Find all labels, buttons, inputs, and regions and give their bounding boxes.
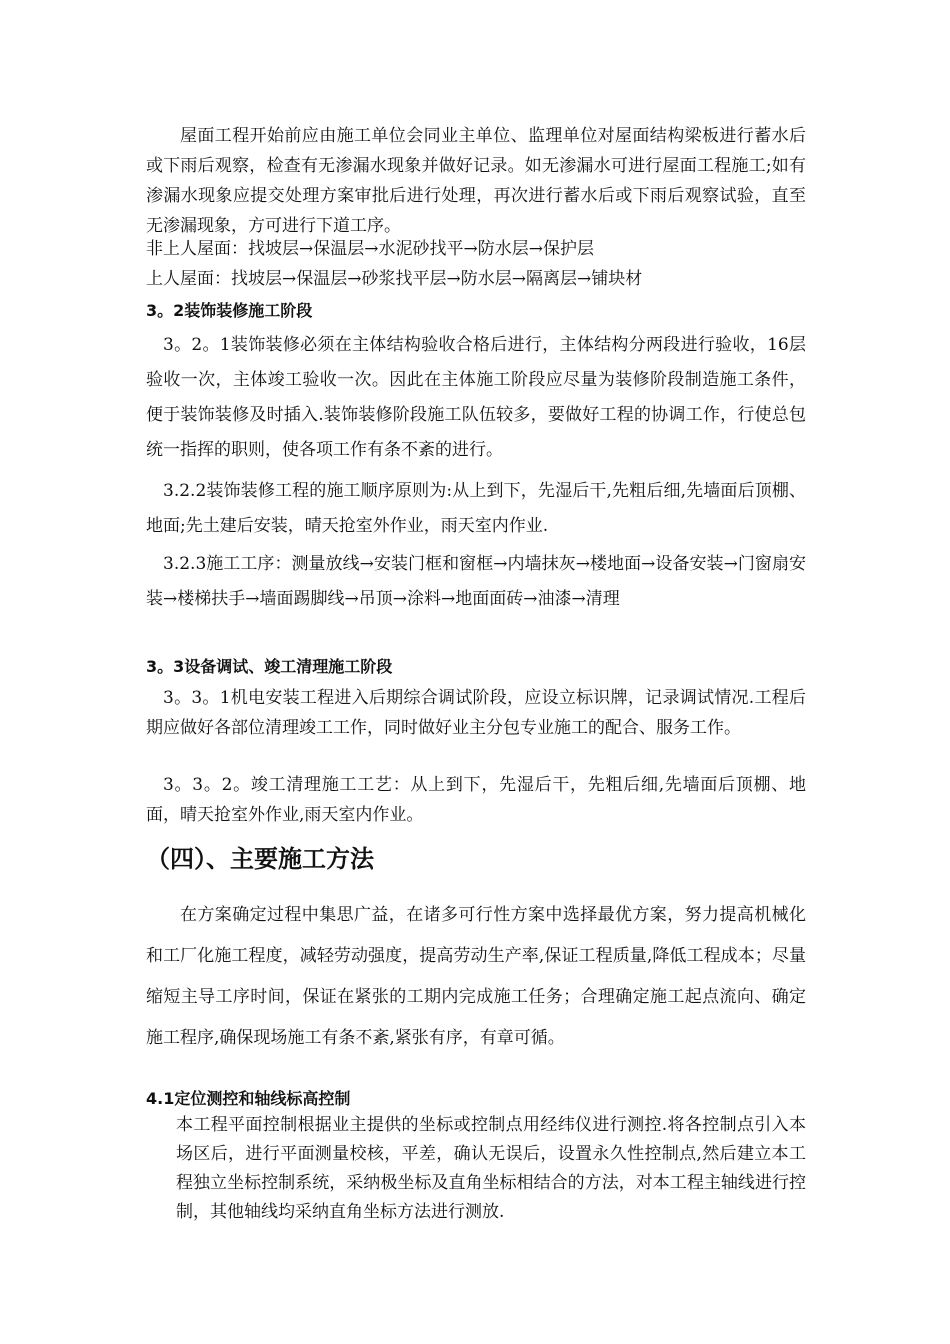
section-4-1-heading: 4.1定位测控和轴线标高控制: [146, 1089, 351, 1108]
section-3-2-3-paragraph: 3.2.3施工工序：测量放线→安装门框和窗框→内墙抹灰→楼地面→设备安装→门窗扇安装→楼梯扶手→墙面踢脚线→吊顶→涂料→地面面砖→油漆→清理: [146, 554, 806, 609]
roof-inspection-paragraph: 屋面工程开始前应由施工单位会同业主单位、监理单位对屋面结构梁板进行蓄水后或下雨后观察，检查有无渗漏水现象并做好记录。如无渗漏水可进行屋面工程施工;如有渗漏水现象应提交处理方案审批后进行处理，再次进行蓄水后或下雨后观察试验，直至无渗漏现象，方可进行下道工序。: [146, 126, 806, 236]
section-3-3-1-paragraph: 3。3。1机电安装工程进入后期综合调试阶段，应设立标识牌，记录调试情况.工程后期应做好各部位清理竣工工作，同时做好业主分包专业施工的配合、服务工作。: [146, 688, 806, 738]
access-roof-sequence: 上人屋面：找坡层→保温层→砂浆找平层→防水层→隔离层→铺块材: [146, 269, 643, 289]
section-3-3-2-paragraph: 3。3。2。竣工清理施工工艺：从上到下，先湿后干，先粗后细,先墙面后顶棚、地面，晴天抢室外作业,雨天室内作业。: [146, 775, 806, 825]
section-3-2-1-paragraph: 3。2。1装饰装修必须在主体结构验收合格后进行，主体结构分两段进行验收，16层验收一次，主体竣工验收一次。因此在主体施工阶段应尽量为装修阶段制造施工条件，便于装饰装修及时插入.装饰装修阶段施工队伍较多，要做好工程的协调工作，行使总包统一指挥的职则，使各项工作有条不紊的进行。: [146, 335, 806, 460]
non-access-roof-sequence: 非上人屋面：找坡层→保温层→水泥砂找平→防水层→保护层: [146, 239, 594, 259]
section-4-1-paragraph: 本工程平面控制根据业主提供的坐标或控制点用经纬仪进行测控.将各控制点引入本场区后，进行平面测量校核，平差，确认无误后，设置永久性控制点,然后建立本工程独立坐标控制系统，采纳极坐标及直角坐标相结合的方法，对本工程主轴线进行控制，其他轴线均采纳直角坐标方法进行测放.: [176, 1115, 806, 1222]
section-3-2-heading: 3。2装饰装修施工阶段: [146, 301, 313, 320]
chapter-4-heading: （四）、主要施工方法: [146, 845, 374, 873]
section-3-3-heading: 3。3设备调试、竣工清理施工阶段: [146, 657, 393, 676]
section-3-2-2-paragraph: 3.2.2装饰装修工程的施工顺序原则为:从上到下，先湿后干,先粗后细,先墙面后顶棚、地面;先土建后安装，晴天抢室外作业，雨天室内作业.: [146, 481, 806, 536]
chapter-4-intro-paragraph: 在方案确定过程中集思广益，在诸多可行性方案中选择最优方案，努力提高机械化和工厂化施工程度，减轻劳动强度，提高劳动生产率,保证工程质量,降低工程成本；尽量缩短主导工序时间，保证在紧张的工期内完成施工任务；合理确定施工起点流向、确定施工程序,确保现场施工有条不紊,紧张有序，有章可循。: [146, 905, 806, 1048]
